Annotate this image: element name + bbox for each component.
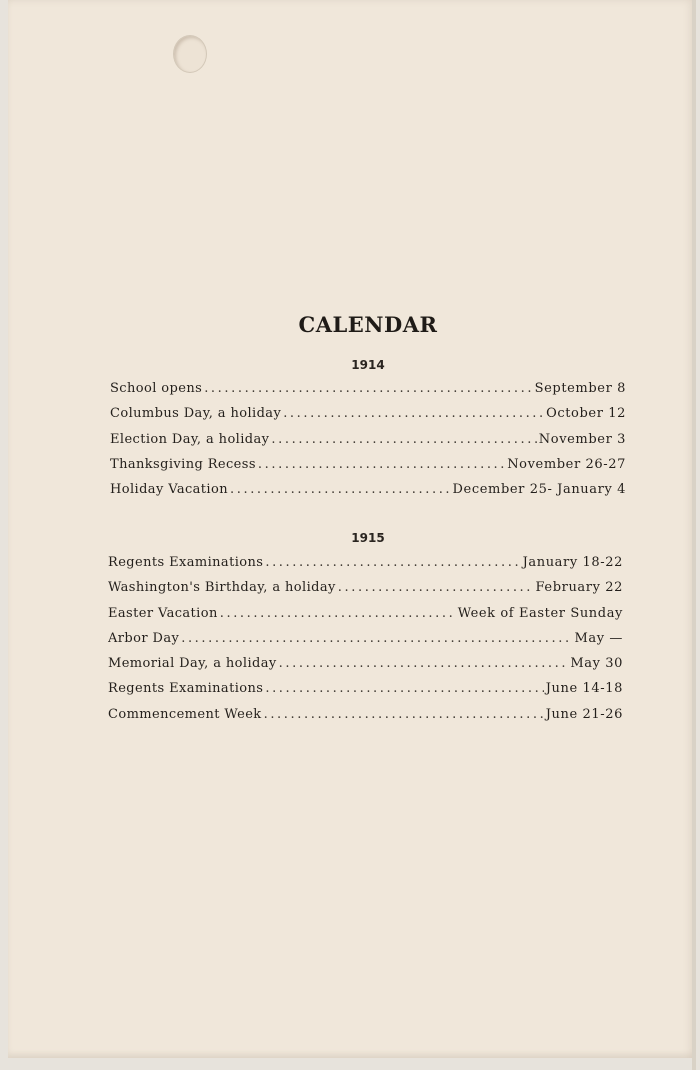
entry-date: November 3: [538, 431, 626, 447]
entry-label: Commencement Week: [108, 706, 262, 722]
calendar-entry: [110, 381, 626, 406]
entry-date: December 25- January 4: [452, 482, 626, 498]
calendar-entry: [108, 656, 623, 681]
dot-leader: [258, 457, 505, 472]
calendar-entry: [108, 707, 623, 732]
dot-leader: [338, 580, 534, 595]
entry-date: November 26-27: [507, 456, 626, 472]
dot-leader: [271, 432, 536, 447]
dot-leader: [220, 606, 456, 621]
entry-label: Memorial Day, a holiday: [108, 656, 277, 672]
entry-label: Thanksgiving Recess: [110, 456, 256, 472]
entry-label: Regents Examinations: [108, 555, 264, 570]
calendar-entry: [108, 631, 623, 656]
entry-label: Washington's Birthday, a holiday: [108, 580, 336, 596]
calendar-list-1914: [110, 381, 626, 507]
entry-date: October 12: [546, 406, 626, 422]
entry-label: Easter Vacation: [108, 605, 218, 621]
calendar-entry: [108, 580, 623, 605]
entry-label: Arbor Day: [108, 630, 180, 646]
entry-date: June 21-26: [545, 706, 623, 722]
dot-leader: [279, 656, 569, 671]
dot-leader: [181, 631, 572, 646]
entry-label: School opens: [110, 381, 203, 396]
punch-hole: [173, 35, 207, 73]
calendar-entry: [108, 555, 623, 580]
calendar-entry: [108, 606, 623, 631]
document-page: [8, 0, 696, 1058]
page-title: CALENDAR: [298, 312, 438, 337]
dot-leader: [264, 707, 544, 722]
dot-leader: [265, 681, 543, 696]
dot-leader: [283, 406, 544, 421]
entry-date: May —: [574, 630, 623, 646]
calendar-entry: [110, 406, 626, 431]
entry-date: September 8: [534, 381, 626, 396]
calendar-entry: [110, 432, 626, 457]
entry-date: Week of Easter Sunday: [457, 605, 623, 621]
entry-date: February 22: [535, 580, 623, 596]
calendar-entry: [110, 457, 626, 482]
calendar-entry: [108, 681, 623, 706]
entry-date: June 14-18: [545, 681, 623, 697]
entry-label: Holiday Vacation: [110, 482, 228, 498]
section-year-1915: 1915: [351, 531, 385, 545]
dot-leader: [265, 555, 520, 570]
entry-label: Columbus Day, a holiday: [110, 406, 282, 422]
entry-label: Election Day, a holiday: [110, 431, 270, 447]
entry-label: Regents Examinations: [108, 681, 264, 697]
entry-date: January 18-22: [522, 555, 623, 570]
calendar-list-1915: [108, 555, 623, 732]
entry-date: May 30: [570, 656, 623, 672]
section-year-1914: 1914: [351, 358, 385, 372]
calendar-entry: [110, 482, 626, 507]
dot-leader: [230, 482, 451, 497]
dot-leader: [204, 381, 532, 396]
